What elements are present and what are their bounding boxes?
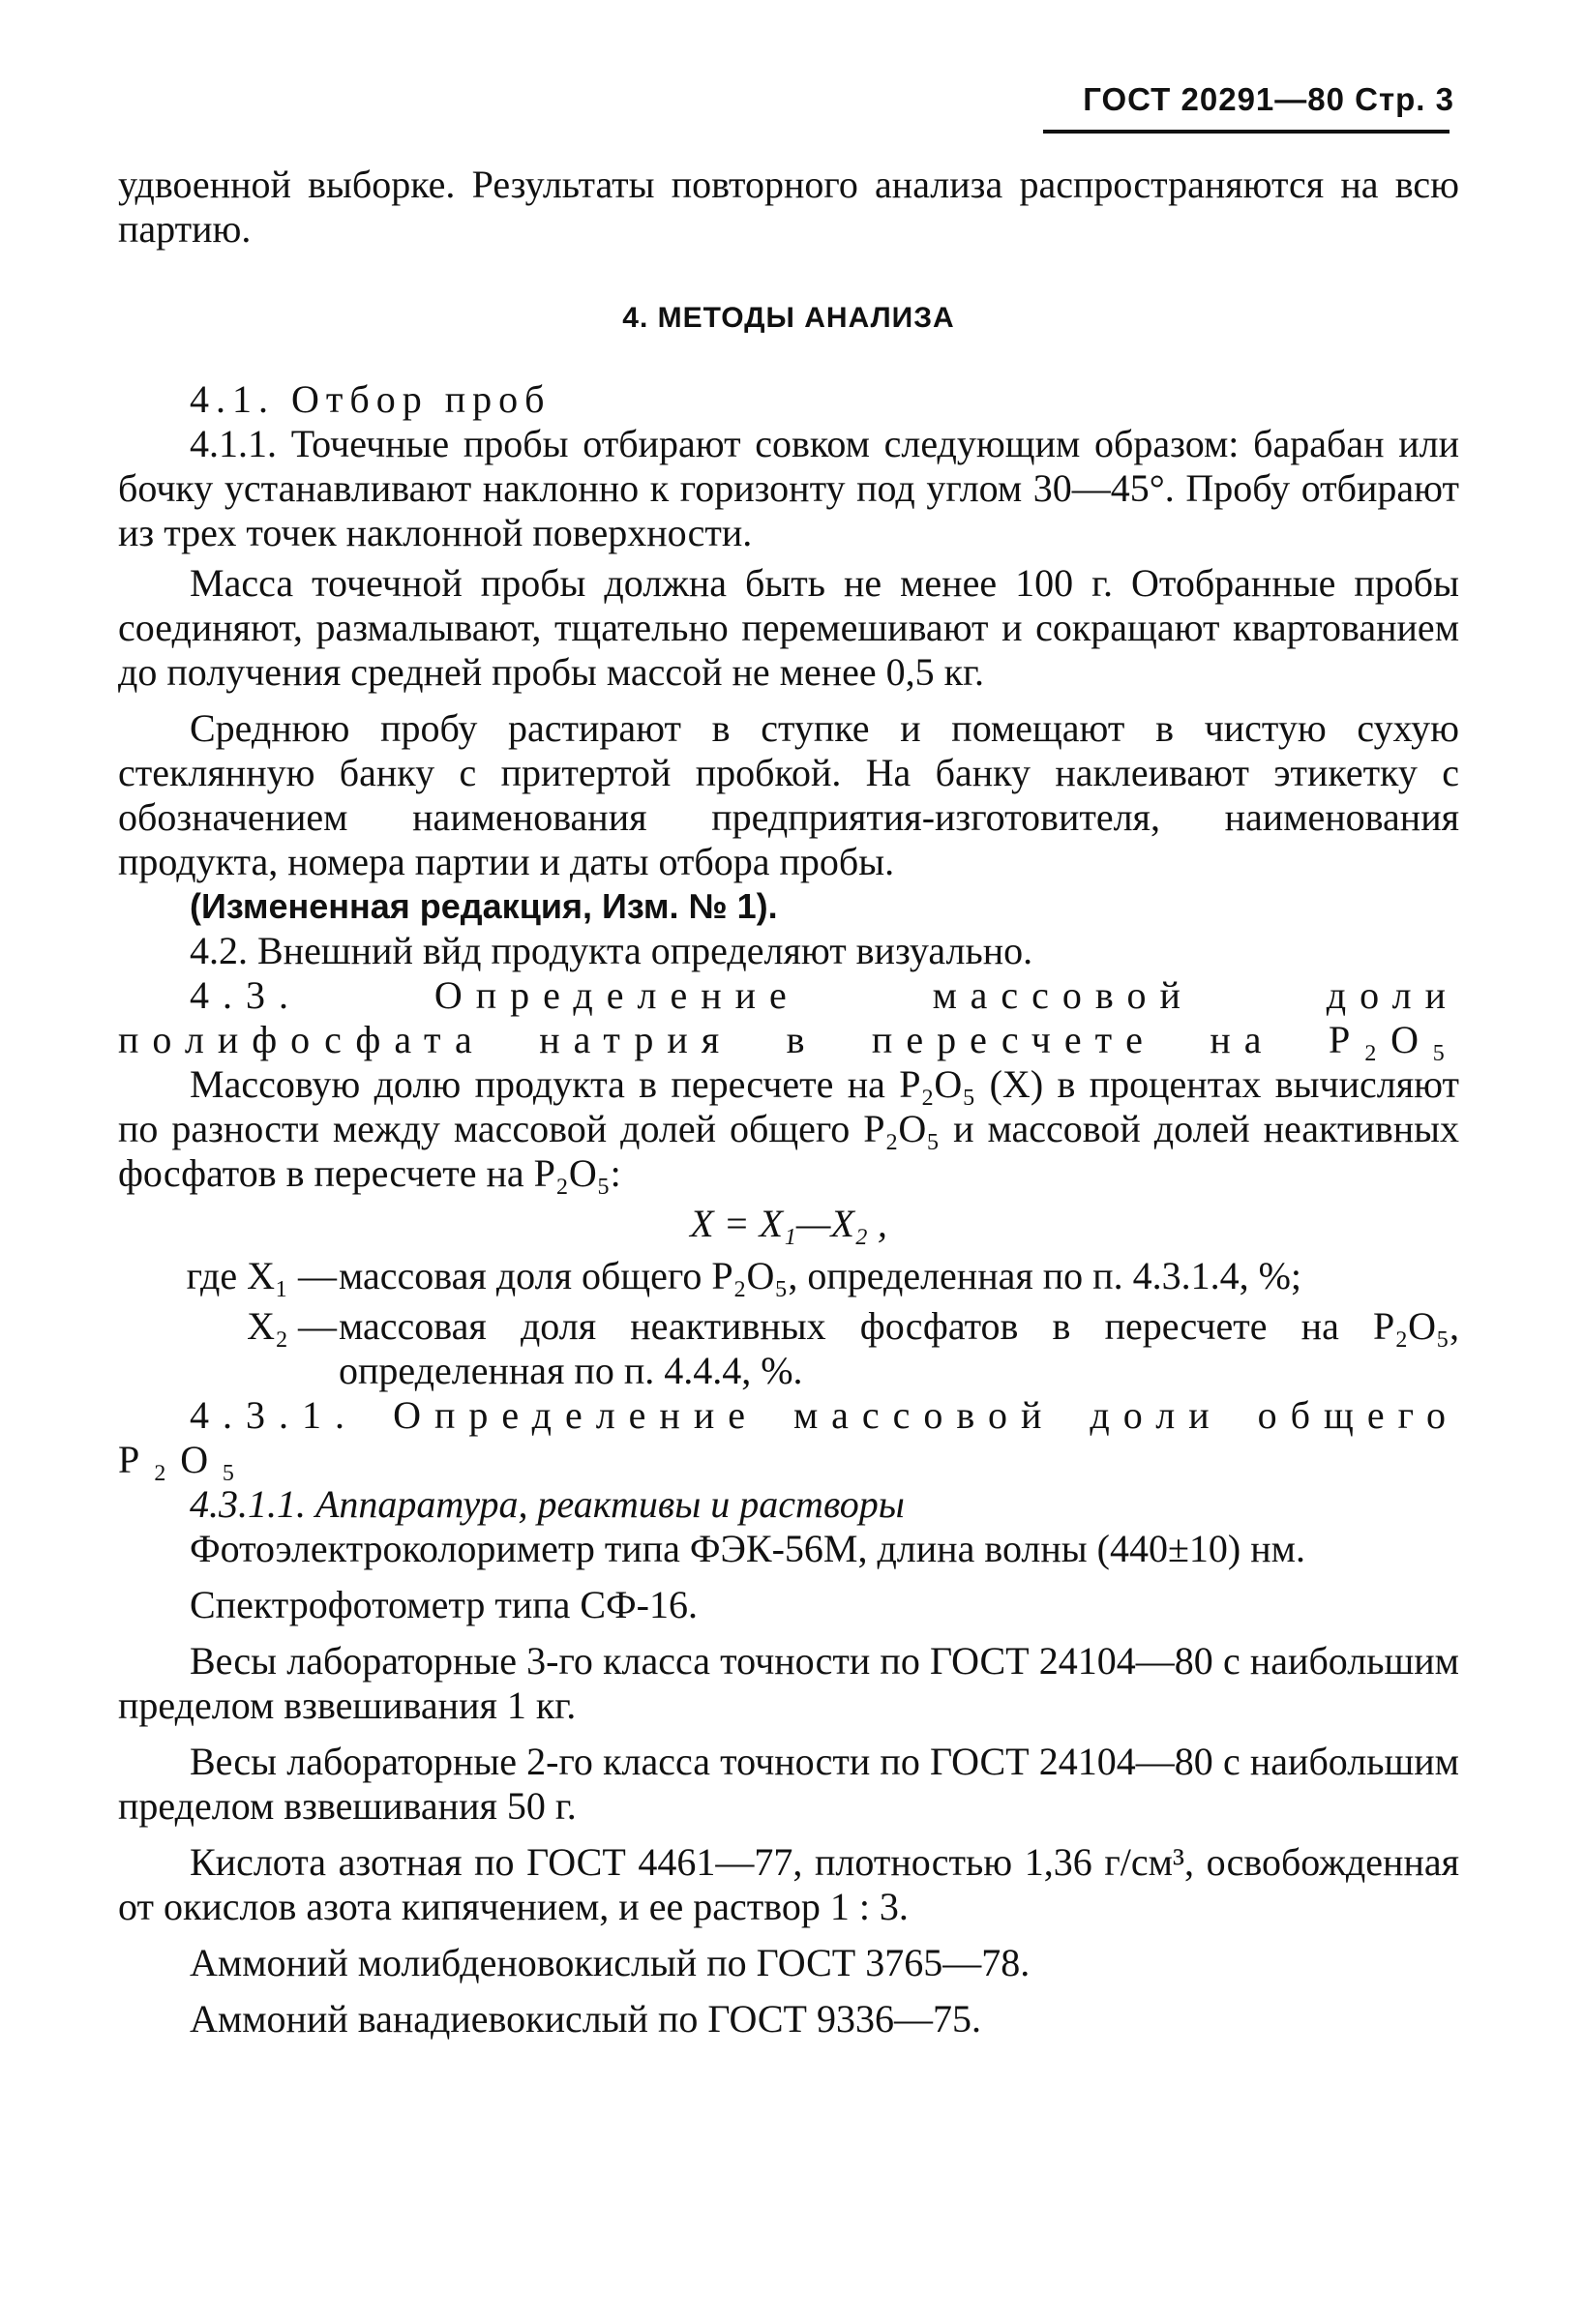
paragraph-continuation: удвоенной выборке. Результаты повторного анализа распространяются на всю партию.	[118, 163, 1459, 251]
paragraph-average-sample: Среднюю пробу растирают в ступке и помещают в чистую сухую стеклянную банку с притертой пробкой. На банку наклеивают этикетку с обозначением наименования предприятия-изготовителя, наименования продукта, номера партии и даты отбора пробы.	[118, 706, 1459, 883]
paragraph-4-1-1: 4.1.1. Точечные пробы отбирают совком следующим образом: барабан или бочку устанавливают наклонно к горизонту под углом 30—45°. Пробу отбирают из трех точек наклонной поверхности.	[118, 422, 1459, 554]
paragraph-scale-3: Весы лабораторные 3-го класса точности по ГОСТ 24104—80 с наибольшим пределом взвешивания 1 кг.	[118, 1639, 1459, 1727]
paragraph-nitric-acid: Кислота азотная по ГОСТ 4461—77, плотностью 1,36 г/см³, освобожденная от окислов азота кипячением, и ее раствор 1 : 3.	[118, 1840, 1459, 1928]
definition-x1	[118, 1254, 1459, 1298]
paragraph-mass: Масса точечной пробы должна быть не менее 100 г. Отобранные пробы соединяют, размалывают, тщательно перемешивают и сокращают квартованием до получения средней пробы массой не менее 0,5 кг.	[118, 561, 1459, 694]
definition-x2-label: X₂ —	[247, 1304, 337, 1348]
subsection-4-3: 4.3. Определение массовой доли полифосфата натрия в пересчете на P₂O₅	[118, 973, 1459, 1061]
paragraph-ammonium-vanadate: Аммоний ванадиевокислый по ГОСТ 9336—75.	[190, 1997, 981, 2041]
definition-x2	[118, 1304, 1459, 1393]
paragraph-4-2: 4.2. Внешний вйд продукта определяют визуально.	[190, 929, 1033, 972]
subsection-4-3-1-1: 4.3.1.1. Аппаратура, реактивы и растворы	[190, 1482, 905, 1526]
definition-x1-label: где X₁ —	[186, 1254, 337, 1297]
paragraph-scale-2: Весы лабораторные 2-го класса точности по ГОСТ 24104—80 с наибольшим пределом взвешивания 50 г.	[118, 1740, 1459, 1828]
section-heading: 4. МЕТОДЫ АНАЛИЗА	[622, 302, 955, 334]
paragraph-calculation: Массовую долю продукта в пересчете на P₂O₅ (X) в процентах вычисляют по разности между массовой долей общего P₂O₅ и массовой долей неактивных фосфатов в пересчете на P₂O₅:	[118, 1062, 1459, 1195]
paragraph-spectrophotometer: Спектрофотометр типа СФ-16.	[190, 1583, 698, 1626]
paragraph-ammonium-molybdate: Аммоний молибденовокислый по ГОСТ 3765—78.	[190, 1941, 1031, 1984]
running-header: ГОСТ 20291—80 Стр. 3	[1083, 81, 1454, 117]
definition-x2-text: массовая доля неактивных фосфатов в пересчете на P₂O₅, определенная по п. 4.4.4, %.	[339, 1304, 1459, 1392]
subsection-4-1: 4.1. Отбор проб	[190, 377, 552, 421]
formula: X = X₁—X₂ ,	[690, 1202, 887, 1245]
header-rule	[1043, 130, 1450, 134]
amendment-note: (Измененная редакция, Изм. № 1).	[190, 886, 778, 926]
document-body	[118, 163, 1459, 2041]
definition-x1-text: массовая доля общего P₂O₅, определенная по п. 4.3.1.4, %;	[339, 1254, 1301, 1297]
subsection-4-3-1: 4.3.1. Определение массовой доли общего P₂O₅	[118, 1393, 1459, 1481]
paragraph-photocolorimeter: Фотоэлектроколориметр типа ФЭК-56М, длина волны (440±10) нм.	[190, 1527, 1305, 1570]
